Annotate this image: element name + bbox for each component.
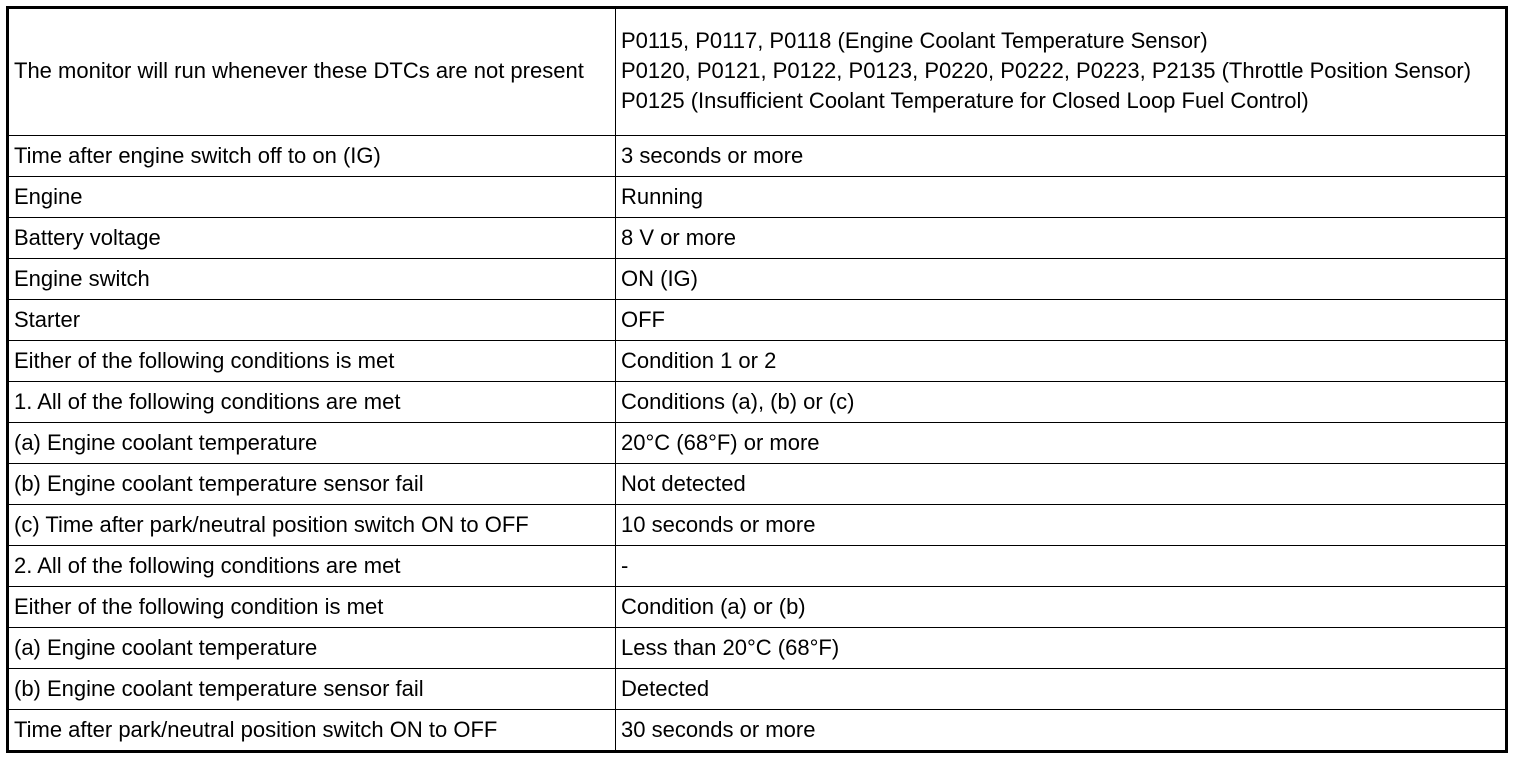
value-cell bbox=[616, 8, 1507, 136]
value-cell: ON (IG) bbox=[616, 259, 1507, 300]
condition-cell: Either of the following condition is met bbox=[8, 587, 616, 628]
table-row bbox=[8, 136, 1507, 177]
condition-cell: (c) Time after park/neutral position switch ON to OFF bbox=[8, 505, 616, 546]
value-cell: 3 seconds or more bbox=[616, 136, 1507, 177]
table-row bbox=[8, 546, 1507, 587]
condition-cell: The monitor will run whenever these DTCs are not present bbox=[8, 8, 616, 136]
dtc-list-item: P0115, P0117, P0118 (Engine Coolant Temperature Sensor) bbox=[621, 28, 1208, 53]
condition-cell: Battery voltage bbox=[8, 218, 616, 259]
value-cell: 10 seconds or more bbox=[616, 505, 1507, 546]
condition-cell: Time after engine switch off to on (IG) bbox=[8, 136, 616, 177]
value-cell: Running bbox=[616, 177, 1507, 218]
table-row bbox=[8, 218, 1507, 259]
table-row bbox=[8, 300, 1507, 341]
table-row bbox=[8, 587, 1507, 628]
value-cell: Detected bbox=[616, 669, 1507, 710]
table-row bbox=[8, 8, 1507, 136]
value-cell: 20°C (68°F) or more bbox=[616, 423, 1507, 464]
value-cell: 30 seconds or more bbox=[616, 710, 1507, 752]
condition-cell: Either of the following conditions is met bbox=[8, 341, 616, 382]
condition-cell: 1. All of the following conditions are met bbox=[8, 382, 616, 423]
value-cell: Conditions (a), (b) or (c) bbox=[616, 382, 1507, 423]
value-cell: Condition (a) or (b) bbox=[616, 587, 1507, 628]
value-cell: Less than 20°C (68°F) bbox=[616, 628, 1507, 669]
table-row bbox=[8, 341, 1507, 382]
value-cell: 8 V or more bbox=[616, 218, 1507, 259]
table-row bbox=[8, 259, 1507, 300]
condition-cell: 2. All of the following conditions are met bbox=[8, 546, 616, 587]
condition-cell: Starter bbox=[8, 300, 616, 341]
condition-cell: Engine switch bbox=[8, 259, 616, 300]
value-cell: Condition 1 or 2 bbox=[616, 341, 1507, 382]
condition-cell: (b) Engine coolant temperature sensor fail bbox=[8, 464, 616, 505]
table-row bbox=[8, 382, 1507, 423]
condition-cell: (a) Engine coolant temperature bbox=[8, 628, 616, 669]
condition-cell: (b) Engine coolant temperature sensor fail bbox=[8, 669, 616, 710]
table-row bbox=[8, 505, 1507, 546]
dtc-list-item: P0125 (Insufficient Coolant Temperature for Closed Loop Fuel Control) bbox=[621, 88, 1309, 113]
condition-cell: Time after park/neutral position switch ON to OFF bbox=[8, 710, 616, 752]
table-row bbox=[8, 628, 1507, 669]
dtc-list-item: P0120, P0121, P0122, P0123, P0220, P0222, P0223, P2135 (Throttle Position Sensor) bbox=[621, 58, 1472, 83]
condition-cell: (a) Engine coolant temperature bbox=[8, 423, 616, 464]
monitor-conditions-table bbox=[6, 6, 1508, 753]
value-cell: Not detected bbox=[616, 464, 1507, 505]
table-row bbox=[8, 423, 1507, 464]
table-row bbox=[8, 464, 1507, 505]
value-cell: - bbox=[616, 546, 1507, 587]
table-row bbox=[8, 669, 1507, 710]
table-row bbox=[8, 710, 1507, 752]
condition-cell: Engine bbox=[8, 177, 616, 218]
value-cell: OFF bbox=[616, 300, 1507, 341]
table-row bbox=[8, 177, 1507, 218]
